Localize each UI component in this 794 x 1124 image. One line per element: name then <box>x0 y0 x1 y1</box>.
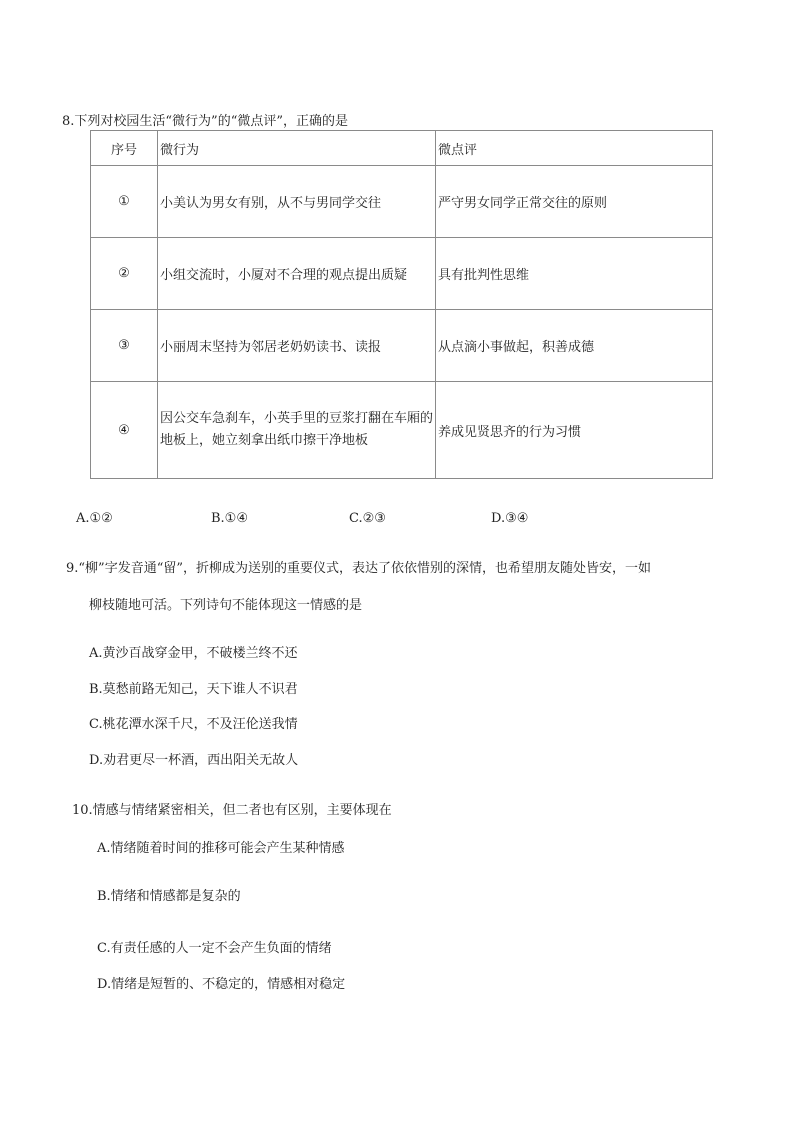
row-index: ② <box>91 238 158 310</box>
table-row <box>91 238 713 310</box>
q10-option-b: B.情绪和情感都是复杂的 <box>97 889 241 904</box>
table-row <box>91 382 713 479</box>
q9-option-b: B.莫愁前路无知己，天下谁人不识君 <box>89 682 298 697</box>
q10-stem: 10.情感与情绪紧密相关，但二者也有区别，主要体现在 <box>72 803 392 818</box>
table-header-row <box>91 131 713 166</box>
header-comment: 微点评 <box>436 131 713 166</box>
table-row <box>91 310 713 382</box>
q10-option-c: C.有责任感的人一定不会产生负面的情绪 <box>97 941 332 956</box>
q9-option-a: A.黄沙百战穿金甲，不破楼兰终不还 <box>89 646 298 661</box>
q9-stem-line2: 柳枝随地可活。下列诗句不能体现这一情感的是 <box>89 598 363 613</box>
header-index: 序号 <box>91 131 158 166</box>
row-comment: 严守男女同学正常交往的原则 <box>436 166 713 238</box>
q8-option-d: D.③④ <box>491 511 529 526</box>
q8-stem: 8.下列对校园生活“微行为”的“微点评”，正确的是 <box>62 114 348 129</box>
q9-stem-line1: 9.“柳”字发音通“留”，折柳成为送别的重要仪式，表达了依依惜别的深情，也希望朋友随处皆安，一如 <box>66 561 651 576</box>
row-comment: 从点滴小事做起，积善成德 <box>436 310 713 382</box>
q8-option-a: A.①② <box>76 511 113 526</box>
q8-option-c: C.②③ <box>349 511 386 526</box>
row-index: ① <box>91 166 158 238</box>
row-behavior: 小美认为男女有别，从不与男同学交往 <box>158 166 436 238</box>
q9-option-d: D.劝君更尽一杯酒，西出阳关无故人 <box>89 753 299 768</box>
row-comment: 养成见贤思齐的行为习惯 <box>436 382 713 479</box>
q8-table <box>90 130 713 479</box>
header-behavior: 微行为 <box>158 131 436 166</box>
row-index: ③ <box>91 310 158 382</box>
row-behavior: 小丽周末坚持为邻居老奶奶读书、读报 <box>158 310 436 382</box>
q8-option-b: B.①④ <box>211 511 248 526</box>
row-behavior: 小组交流时，小厦对不合理的观点提出质疑 <box>158 238 436 310</box>
q10-option-a: A.情绪随着时间的推移可能会产生某种情感 <box>97 841 345 856</box>
row-comment: 具有批判性思维 <box>436 238 713 310</box>
table-row <box>91 166 713 238</box>
q10-option-d: D.情绪是短暂的、不稳定的，情感相对稳定 <box>97 977 346 992</box>
row-index: ④ <box>91 382 158 479</box>
row-behavior: 因公交车急刹车，小英手里的豆浆打翻在车厢的地板上，她立刻拿出纸巾擦干净地板 <box>158 382 436 479</box>
q9-option-c: C.桃花潭水深千尺，不及汪伦送我情 <box>89 717 298 732</box>
